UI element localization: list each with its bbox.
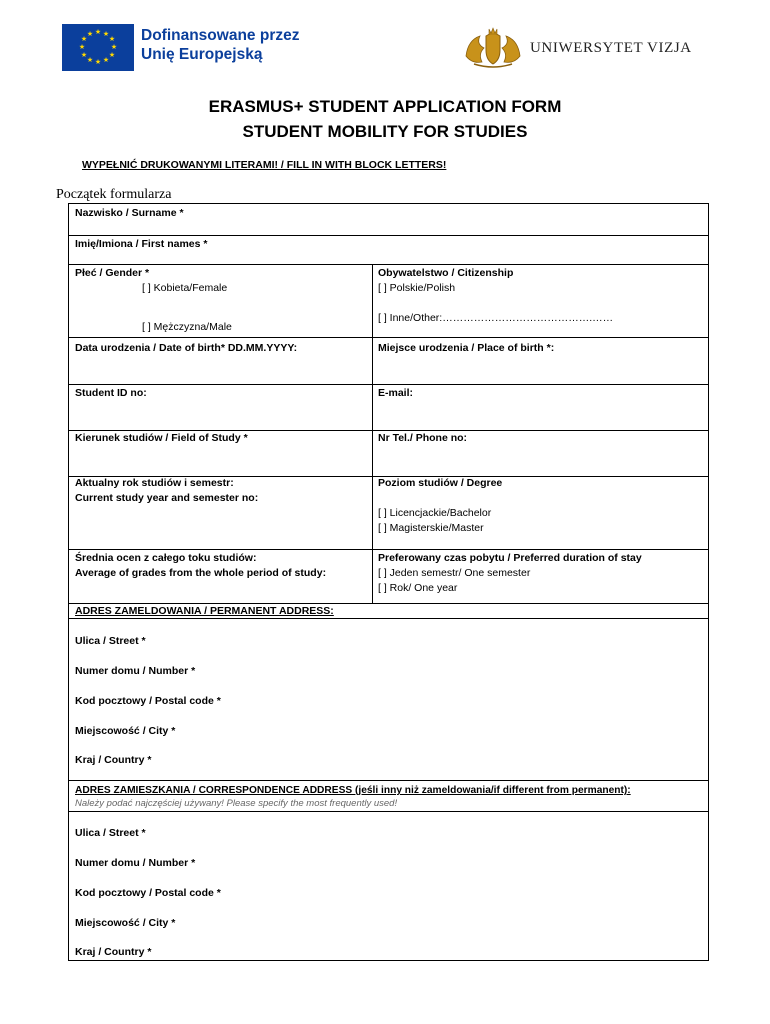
eu-stars-icon bbox=[62, 24, 134, 71]
divider bbox=[69, 384, 708, 385]
block-letters-note: WYPEŁNIĆ DRUKOWANYMI LITERAMI! / FILL IN WITH BLOCK LETTERS! bbox=[82, 159, 447, 171]
correspondence-postal-field[interactable]: Kod pocztowy / Postal code * bbox=[75, 887, 221, 899]
citizenship-label: Obywatelstwo / Citizenship bbox=[378, 267, 514, 279]
phone-field[interactable]: Nr Tel./ Phone no: bbox=[378, 432, 468, 444]
permanent-postal-field[interactable]: Kod pocztowy / Postal code * bbox=[75, 695, 221, 707]
grades-label-en: Average of grades from the whole period of study: bbox=[75, 567, 327, 579]
column-divider bbox=[372, 264, 373, 603]
permanent-country-field[interactable]: Kraj / Country * bbox=[75, 754, 152, 766]
svg-text:★: ★ bbox=[94, 58, 102, 66]
university-crest-icon bbox=[462, 26, 524, 70]
surname-field[interactable]: Nazwisko / Surname * bbox=[75, 207, 184, 219]
permanent-city-field[interactable]: Miejscowość / City * bbox=[75, 725, 176, 737]
correspondence-country-field[interactable]: Kraj / Country * bbox=[75, 946, 152, 958]
correspondence-street-field[interactable]: Ulica / Street * bbox=[75, 827, 146, 839]
correspondence-note: Należy podać najczęściej używany! Please specify the most frequently used! bbox=[75, 798, 398, 809]
form-title: ERASMUS+ STUDENT APPLICATION FORM bbox=[208, 97, 562, 116]
correspondence-city-field[interactable]: Miejscowość / City * bbox=[75, 917, 176, 929]
permanent-number-field[interactable]: Numer domu / Number * bbox=[75, 665, 196, 677]
application-form bbox=[68, 203, 709, 961]
gender-female-checkbox[interactable]: [ ] Kobieta/Female bbox=[142, 282, 228, 294]
gender-male-checkbox[interactable]: [ ] Mężczyzna/Male bbox=[142, 321, 232, 333]
svg-text:★: ★ bbox=[110, 43, 118, 51]
duration-label: Preferowany czas pobytu / Preferred duration of stay bbox=[378, 552, 642, 564]
degree-bachelor-checkbox[interactable]: [ ] Licencjackie/Bachelor bbox=[378, 507, 492, 519]
first-names-field[interactable]: Imię/Imiona / First names * bbox=[75, 238, 208, 250]
divider bbox=[69, 235, 708, 236]
form-start-label: Początek formularza bbox=[56, 187, 172, 202]
citizenship-polish-checkbox[interactable]: [ ] Polskie/Polish bbox=[378, 282, 456, 294]
date-of-birth-field[interactable]: Data urodzenia / Date of birth* DD.MM.YYYY: bbox=[75, 342, 298, 354]
duration-year-checkbox[interactable]: [ ] Rok/ One year bbox=[378, 582, 458, 594]
form-subtitle: STUDENT MOBILITY FOR STUDIES bbox=[242, 122, 528, 141]
degree-label: Poziom studiów / Degree bbox=[378, 477, 503, 489]
svg-text:★: ★ bbox=[94, 28, 102, 36]
correspondence-number-field[interactable]: Numer domu / Number * bbox=[75, 857, 196, 869]
eu-funding-text: Dofinansowane przez Unię Europejską bbox=[141, 27, 300, 63]
svg-text:★: ★ bbox=[102, 30, 110, 38]
svg-text:★: ★ bbox=[102, 56, 110, 64]
student-id-field[interactable]: Student ID no: bbox=[75, 387, 147, 399]
divider bbox=[69, 549, 708, 550]
permanent-address-heading: ADRES ZAMELDOWANIA / PERMANENT ADDRESS: bbox=[75, 605, 334, 617]
duration-semester-checkbox[interactable]: [ ] Jeden semestr/ One semester bbox=[378, 567, 531, 579]
permanent-street-field[interactable]: Ulica / Street * bbox=[75, 635, 146, 647]
divider bbox=[69, 337, 708, 338]
gender-label: Płeć / Gender * bbox=[75, 267, 150, 279]
email-field[interactable]: E-mail: bbox=[378, 387, 414, 399]
svg-text:★: ★ bbox=[80, 51, 88, 59]
place-of-birth-field[interactable]: Miejsce urodzenia / Place of birth *: bbox=[378, 342, 555, 354]
svg-text:★: ★ bbox=[108, 51, 116, 59]
divider bbox=[69, 811, 708, 812]
svg-text:★: ★ bbox=[78, 43, 86, 51]
svg-text:★: ★ bbox=[108, 35, 116, 43]
divider bbox=[69, 264, 708, 265]
citizenship-other-checkbox[interactable]: [ ] Inne/Other:…………………………………….…… bbox=[378, 312, 614, 324]
svg-text:★: ★ bbox=[86, 56, 94, 64]
university-name: UNIWERSYTET VIZJA bbox=[530, 40, 692, 56]
svg-text:★: ★ bbox=[86, 30, 94, 38]
correspondence-address-heading: ADRES ZAMIESZKANIA / CORRESPONDENCE ADDRESS (jeśli inny niż zameldowania/if different from permanent): bbox=[75, 785, 631, 796]
study-year-label-en: Current study year and semester no: bbox=[75, 492, 259, 504]
study-year-field[interactable]: Aktualny rok studiów i semestr: bbox=[75, 477, 234, 489]
degree-master-checkbox[interactable]: [ ] Magisterskie/Master bbox=[378, 522, 484, 534]
field-of-study-field[interactable]: Kierunek studiów / Field of Study * bbox=[75, 432, 248, 444]
grades-field[interactable]: Średnia ocen z całego toku studiów: bbox=[75, 552, 257, 564]
eu-flag-logo bbox=[62, 24, 134, 71]
svg-text:★: ★ bbox=[80, 35, 88, 43]
divider bbox=[69, 780, 708, 781]
